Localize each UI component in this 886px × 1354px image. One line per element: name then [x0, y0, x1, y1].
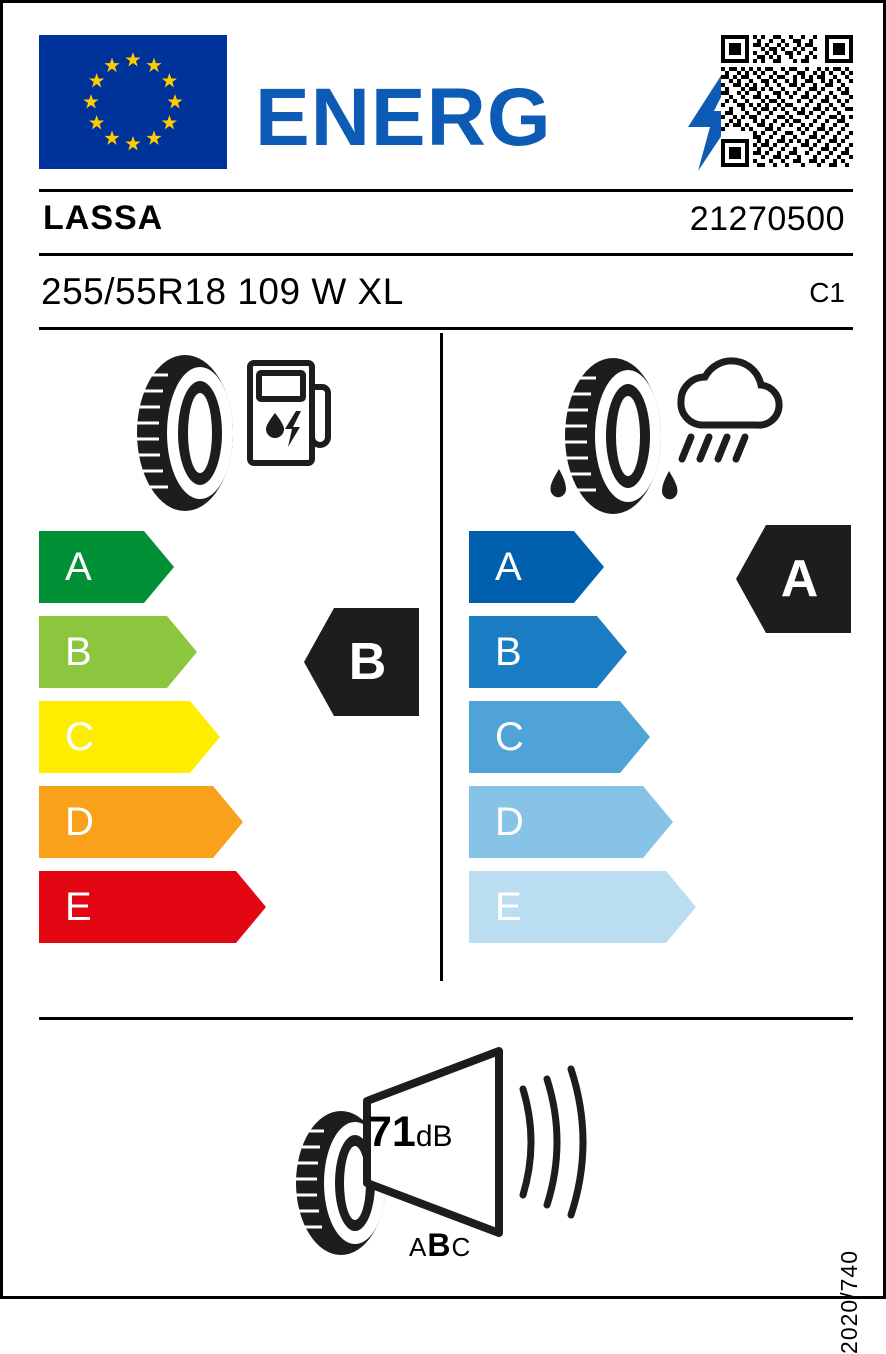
fuel-grade-c-label: C — [65, 715, 94, 759]
page-title: ENERG — [255, 72, 552, 163]
wetgrip-grade-c-label: C — [495, 715, 524, 759]
noise-class-row — [409, 1227, 471, 1264]
noise-class-b: B — [427, 1227, 452, 1263]
vertical-divider — [440, 333, 443, 981]
tire-class: C1 — [809, 277, 845, 308]
tire-size: 255/55R18 109 W XL — [41, 271, 404, 312]
noise-class-a: A — [409, 1232, 428, 1262]
noise-value — [368, 1108, 453, 1157]
wetgrip-grade-b-label: B — [495, 630, 522, 674]
wetgrip-grade-a-label: A — [495, 545, 522, 589]
wetgrip-grade-e-label: E — [495, 885, 522, 929]
fuel-pump-tire-icon — [128, 351, 333, 516]
divider-top — [39, 189, 853, 192]
noise-number: 71 — [368, 1108, 416, 1156]
noise-unit: dB — [415, 1120, 453, 1153]
brand-name: LASSA — [43, 199, 164, 237]
wet-grip-result — [736, 525, 851, 633]
wetgrip-grade-d-label: D — [495, 800, 524, 844]
fuel-grade-d-label: D — [65, 800, 94, 844]
fuel-efficiency-result — [304, 608, 419, 716]
regulation-number: 2020/740 — [836, 1250, 862, 1354]
noise-class-c: C — [451, 1232, 472, 1262]
rain-cloud-tire-icon — [541, 351, 781, 521]
divider-bottom — [39, 1017, 853, 1020]
divider-brand — [39, 253, 853, 256]
fuel-grade-e-label: E — [65, 885, 92, 929]
eu-flag-icon — [39, 35, 227, 169]
qr-code-icon — [721, 35, 853, 167]
label-header — [39, 35, 853, 169]
article-number: 21270500 — [689, 200, 845, 238]
fuel-efficiency-result-letter: B — [348, 633, 387, 691]
divider-size — [39, 327, 853, 330]
fuel-grade-b-label: B — [65, 630, 92, 674]
wet-grip-result-letter: A — [780, 550, 819, 608]
fuel-grade-a-label: A — [65, 545, 92, 589]
